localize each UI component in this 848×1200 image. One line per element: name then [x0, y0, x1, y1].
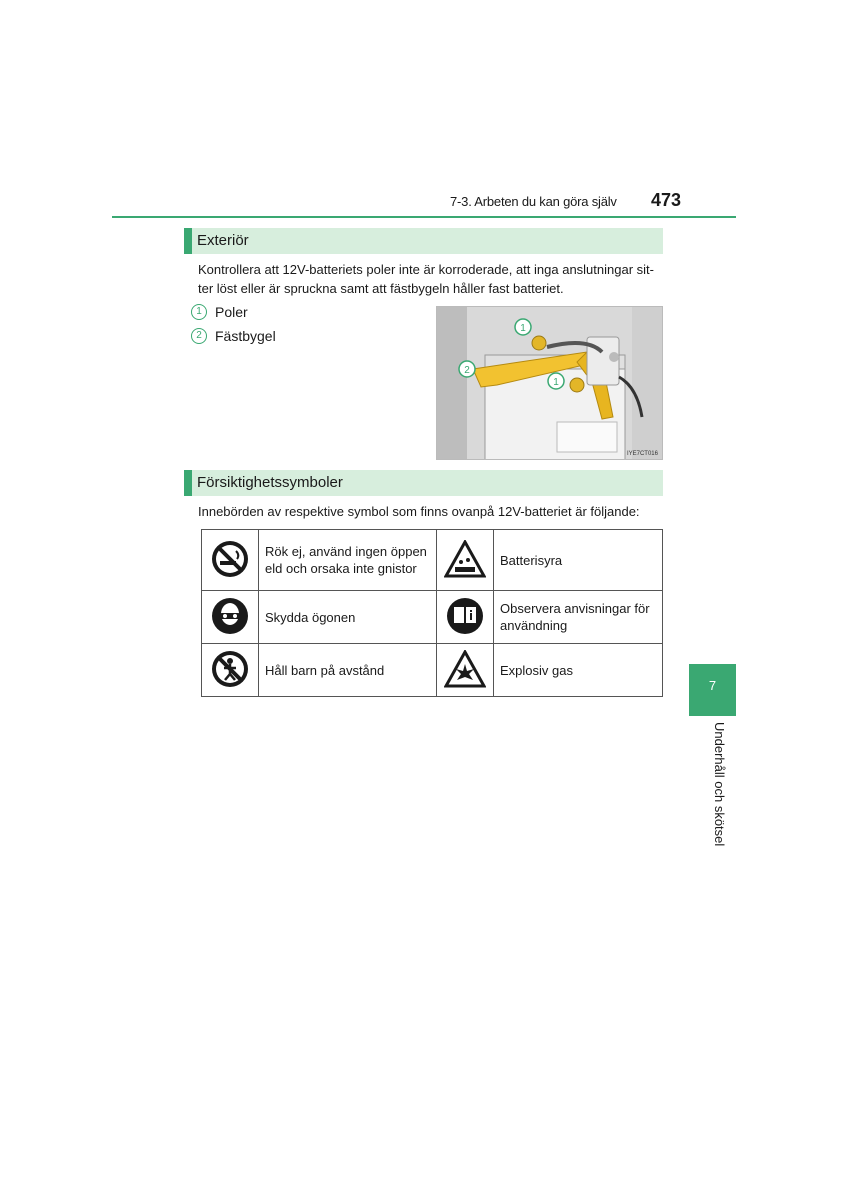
symbol-text: Batterisyra — [494, 530, 663, 591]
svg-text:1: 1 — [520, 323, 526, 334]
explosive-gas-icon — [437, 644, 494, 697]
chapter-tab: 7 — [689, 664, 736, 716]
symbol-text: Håll barn på avstånd — [259, 644, 437, 697]
table-row — [202, 644, 663, 697]
symbol-text: Rök ej, använd ingen öppen eld och orsaka inte gnistor — [259, 530, 437, 591]
image-code: IYE7CT016 — [626, 451, 658, 457]
callout-poles — [191, 304, 248, 320]
table-row — [202, 591, 663, 644]
eye-protection-icon — [202, 591, 259, 644]
symbol-text: Skydda ögonen — [259, 591, 437, 644]
callout-bracket — [191, 328, 276, 344]
callout-label: Fästbygel — [215, 328, 276, 344]
no-smoking-icon — [202, 530, 259, 591]
keep-children-away-icon — [202, 644, 259, 697]
header-rule — [112, 216, 736, 218]
callout-label: Poler — [215, 304, 248, 320]
battery-illustration — [437, 307, 663, 460]
read-manual-icon — [437, 591, 494, 644]
symbols-intro: Innebörden av respektive symbol som finns ovanpå 12V-batteriet är följande: — [198, 504, 640, 519]
battery-photo — [436, 306, 663, 460]
symbols-table — [201, 529, 663, 697]
exterior-paragraph: Kontrollera att 12V-batteriets poler inte är korroderade, att inga anslutningar sit-ter löst eller är spruckna samt att fästbygeln håller fast batteriet. — [198, 262, 654, 296]
symbol-text: Explosiv gas — [494, 644, 663, 697]
chapter-title: 7-3. Arbeten du kan göra själv — [450, 194, 617, 209]
svg-text:1: 1 — [553, 377, 559, 388]
callout-number: 2 — [191, 328, 207, 344]
table-row — [202, 530, 663, 591]
section-heading-symbols: Försiktighetssymboler — [184, 470, 663, 496]
callout-number: 1 — [191, 304, 207, 320]
chapter-side-label: Underhåll och skötsel — [712, 722, 727, 847]
battery-acid-icon — [437, 530, 494, 591]
page-number: 473 — [651, 190, 682, 210]
svg-text:2: 2 — [464, 365, 470, 376]
symbol-text: Observera anvisningar för användning — [494, 591, 663, 644]
section-heading-exterior: Exteriör — [184, 228, 663, 254]
